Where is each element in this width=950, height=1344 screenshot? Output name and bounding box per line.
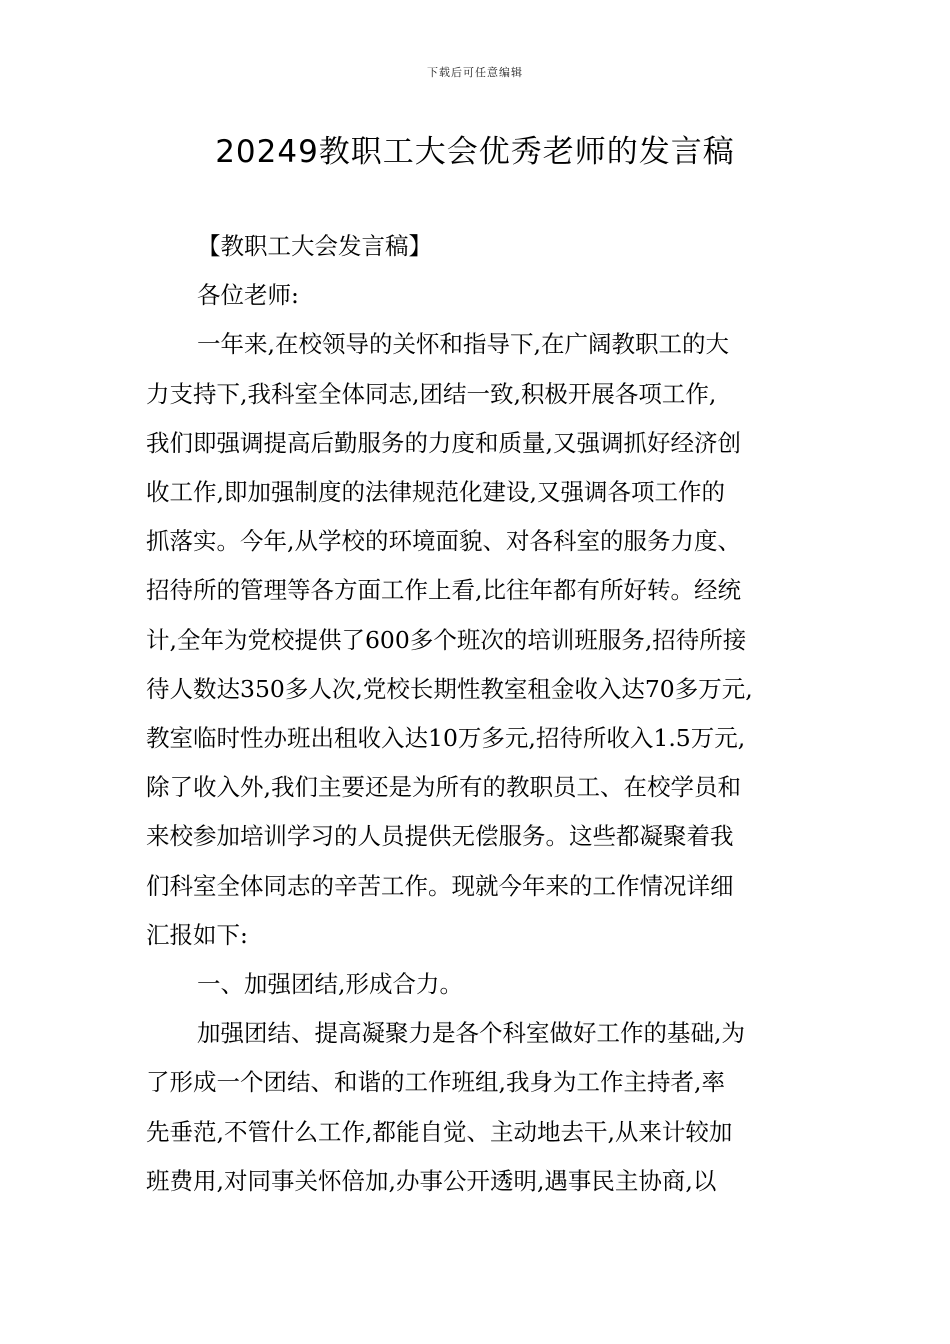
text-line: 抓落实。今年,从学校的环境面貌、对各科室的服务力度、 <box>146 527 741 556</box>
text-line: 们科室全体同志的辛苦工作。现就今年来的工作情况详细 <box>146 871 734 900</box>
header-note: 下载后可任意编辑 <box>427 66 523 79</box>
text-line: 班费用,对同事关怀倍加,办事公开透明,遇事民主协商,以 <box>146 1166 717 1195</box>
text-line: 收工作,即加强制度的法律规范化建设,又强调各项工作的 <box>146 478 725 507</box>
text-line: 了形成一个团结、和谐的工作班组,我身为工作主持者,率 <box>146 1068 725 1097</box>
text-line: 来校参加培训学习的人员提供无偿服务。这些都凝聚着我 <box>146 822 734 851</box>
text-line: 汇报如下: <box>146 920 248 949</box>
paragraph-unity <box>146 1009 814 1206</box>
paragraph-intro <box>146 320 814 960</box>
paragraph-section-tag <box>146 222 814 271</box>
text-line: 计,全年为党校提供了600多个班次的培训班服务,招待所接 <box>146 625 747 654</box>
text-line: 先垂范,不管什么工作,都能自觉、主动地去干,从来计较加 <box>146 1117 733 1146</box>
text-line: 除了收入外,我们主要还是为所有的教职员工、在校学员和 <box>146 773 741 802</box>
text-line: 力支持下,我科室全体同志,团结一致,积极开展各项工作, <box>146 379 717 408</box>
text-line: 各位老师: <box>197 281 299 310</box>
paragraph-salutation <box>146 271 814 320</box>
paragraph-heading-one <box>146 960 814 1009</box>
text-line: 我们即强调提高后勤服务的力度和质量,又强调抓好经济创 <box>146 428 741 457</box>
text-line: 加强团结、提高凝聚力是各个科室做好工作的基础,为 <box>197 1019 745 1048</box>
text-line: 【教职工大会发言稿】 <box>197 232 432 260</box>
text-line: 教室临时性办班出租收入达10万多元,招待所收入1.5万元, <box>146 724 746 753</box>
text-line: 一年来,在校领导的关怀和指导下,在广阔教职工的大 <box>197 330 729 359</box>
document-title: 20249教职工大会优秀老师的发言稿 <box>215 134 735 170</box>
text-line: 招待所的管理等各方面工作上看,比往年都有所好转。经统 <box>146 576 741 605</box>
text-line: 一、加强团结,形成合力。 <box>197 970 463 999</box>
document-body <box>146 222 814 1206</box>
text-line: 待人数达350多人次,党校长期性教室租金收入达70多万元, <box>146 674 753 703</box>
